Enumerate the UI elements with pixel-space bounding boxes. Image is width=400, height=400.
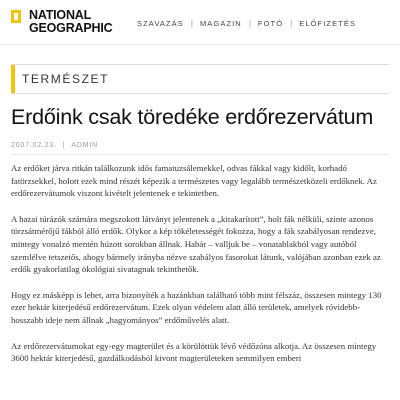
article-body xyxy=(11,162,391,378)
article-author[interactable]: ADMIN xyxy=(71,142,98,149)
article-paragraph: Az erdőket járva ritkán találkozunk idős famatuzsálemekkel, odvas fákkal vagy kidőlt, korhadó fatörzsekkel, holott ezek mind részét képezik a természetes vagy legalább természetközeli erdőknek. Az erdőrezervátumok viszont kivételt jelentenek e tekintetben. xyxy=(11,163,377,199)
nav-separator: | xyxy=(290,19,293,28)
main-nav xyxy=(137,19,356,28)
article-paragraph: A hazai túrázók számára megszokott látványt jelentenek a „kitakarított”, holt fák nélküli, szinte azonos törzsátmérőjű fákból álló erdők. Olykor a kép tökéletességét fokozza, hogy a fák szabályosan rendezve, mintegy vonalzó mentén húzott sorokban állnak. Habár – valljuk be – vonatablakból vagy autóból szemlélve tetszetős, ahogy bármely irányba nézve szabályos fasorokat látunk, valójában azonban ezek az erdők gyakorlatilag ökológiai sivatagnak tekinthetők. xyxy=(11,213,381,275)
logo-text-line2: GEOGRAPHIC xyxy=(29,21,113,35)
article-title: Erdőink csak töredéke erdőrezervátum xyxy=(11,105,374,129)
article-date: 2007.02.23. xyxy=(11,142,57,149)
nav-separator: | xyxy=(190,19,193,28)
nav-item-magazin[interactable]: MAGAZIN xyxy=(199,19,242,28)
yellow-frame-icon xyxy=(11,10,21,23)
article-meta xyxy=(11,142,389,149)
nav-item-foto[interactable]: FOTÓ xyxy=(257,19,284,28)
category-accent-bar xyxy=(11,65,15,93)
article-paragraph: Az erdőrezervátumokat egy-egy magterület és a körülöttük lévő védőzóna alkotja. Az összesen mintegy 3600 hektár kiterjedésű, gazdálkodásból kivont magterületeken semmilyen emberi xyxy=(11,340,377,364)
category-label[interactable]: TERMÉSZET xyxy=(22,72,110,86)
nav-separator: | xyxy=(248,19,251,28)
meta-divider xyxy=(11,154,389,155)
article-paragraph: Hogy ez másképp is lehet, arra bizonyíték a hazánkban található több mint félszáz, összesen mintegy 130 ezer hektár kiterjedésű erdőrezervátum. Ezek olyan védelem alatt álló területek, amelyek róvidebb-hosszabb ideje nem állnak „hagyományos” erdőművelés alatt. xyxy=(11,289,382,325)
nav-item-elofizetes[interactable]: ELŐFIZETÉS xyxy=(299,19,357,28)
site-header xyxy=(0,0,400,45)
logo-text-line1: NATIONAL xyxy=(29,8,92,22)
meta-separator: | xyxy=(62,142,66,149)
category-banner xyxy=(11,64,389,94)
nav-item-szavazas[interactable]: SZAVAZÁS xyxy=(137,19,184,28)
